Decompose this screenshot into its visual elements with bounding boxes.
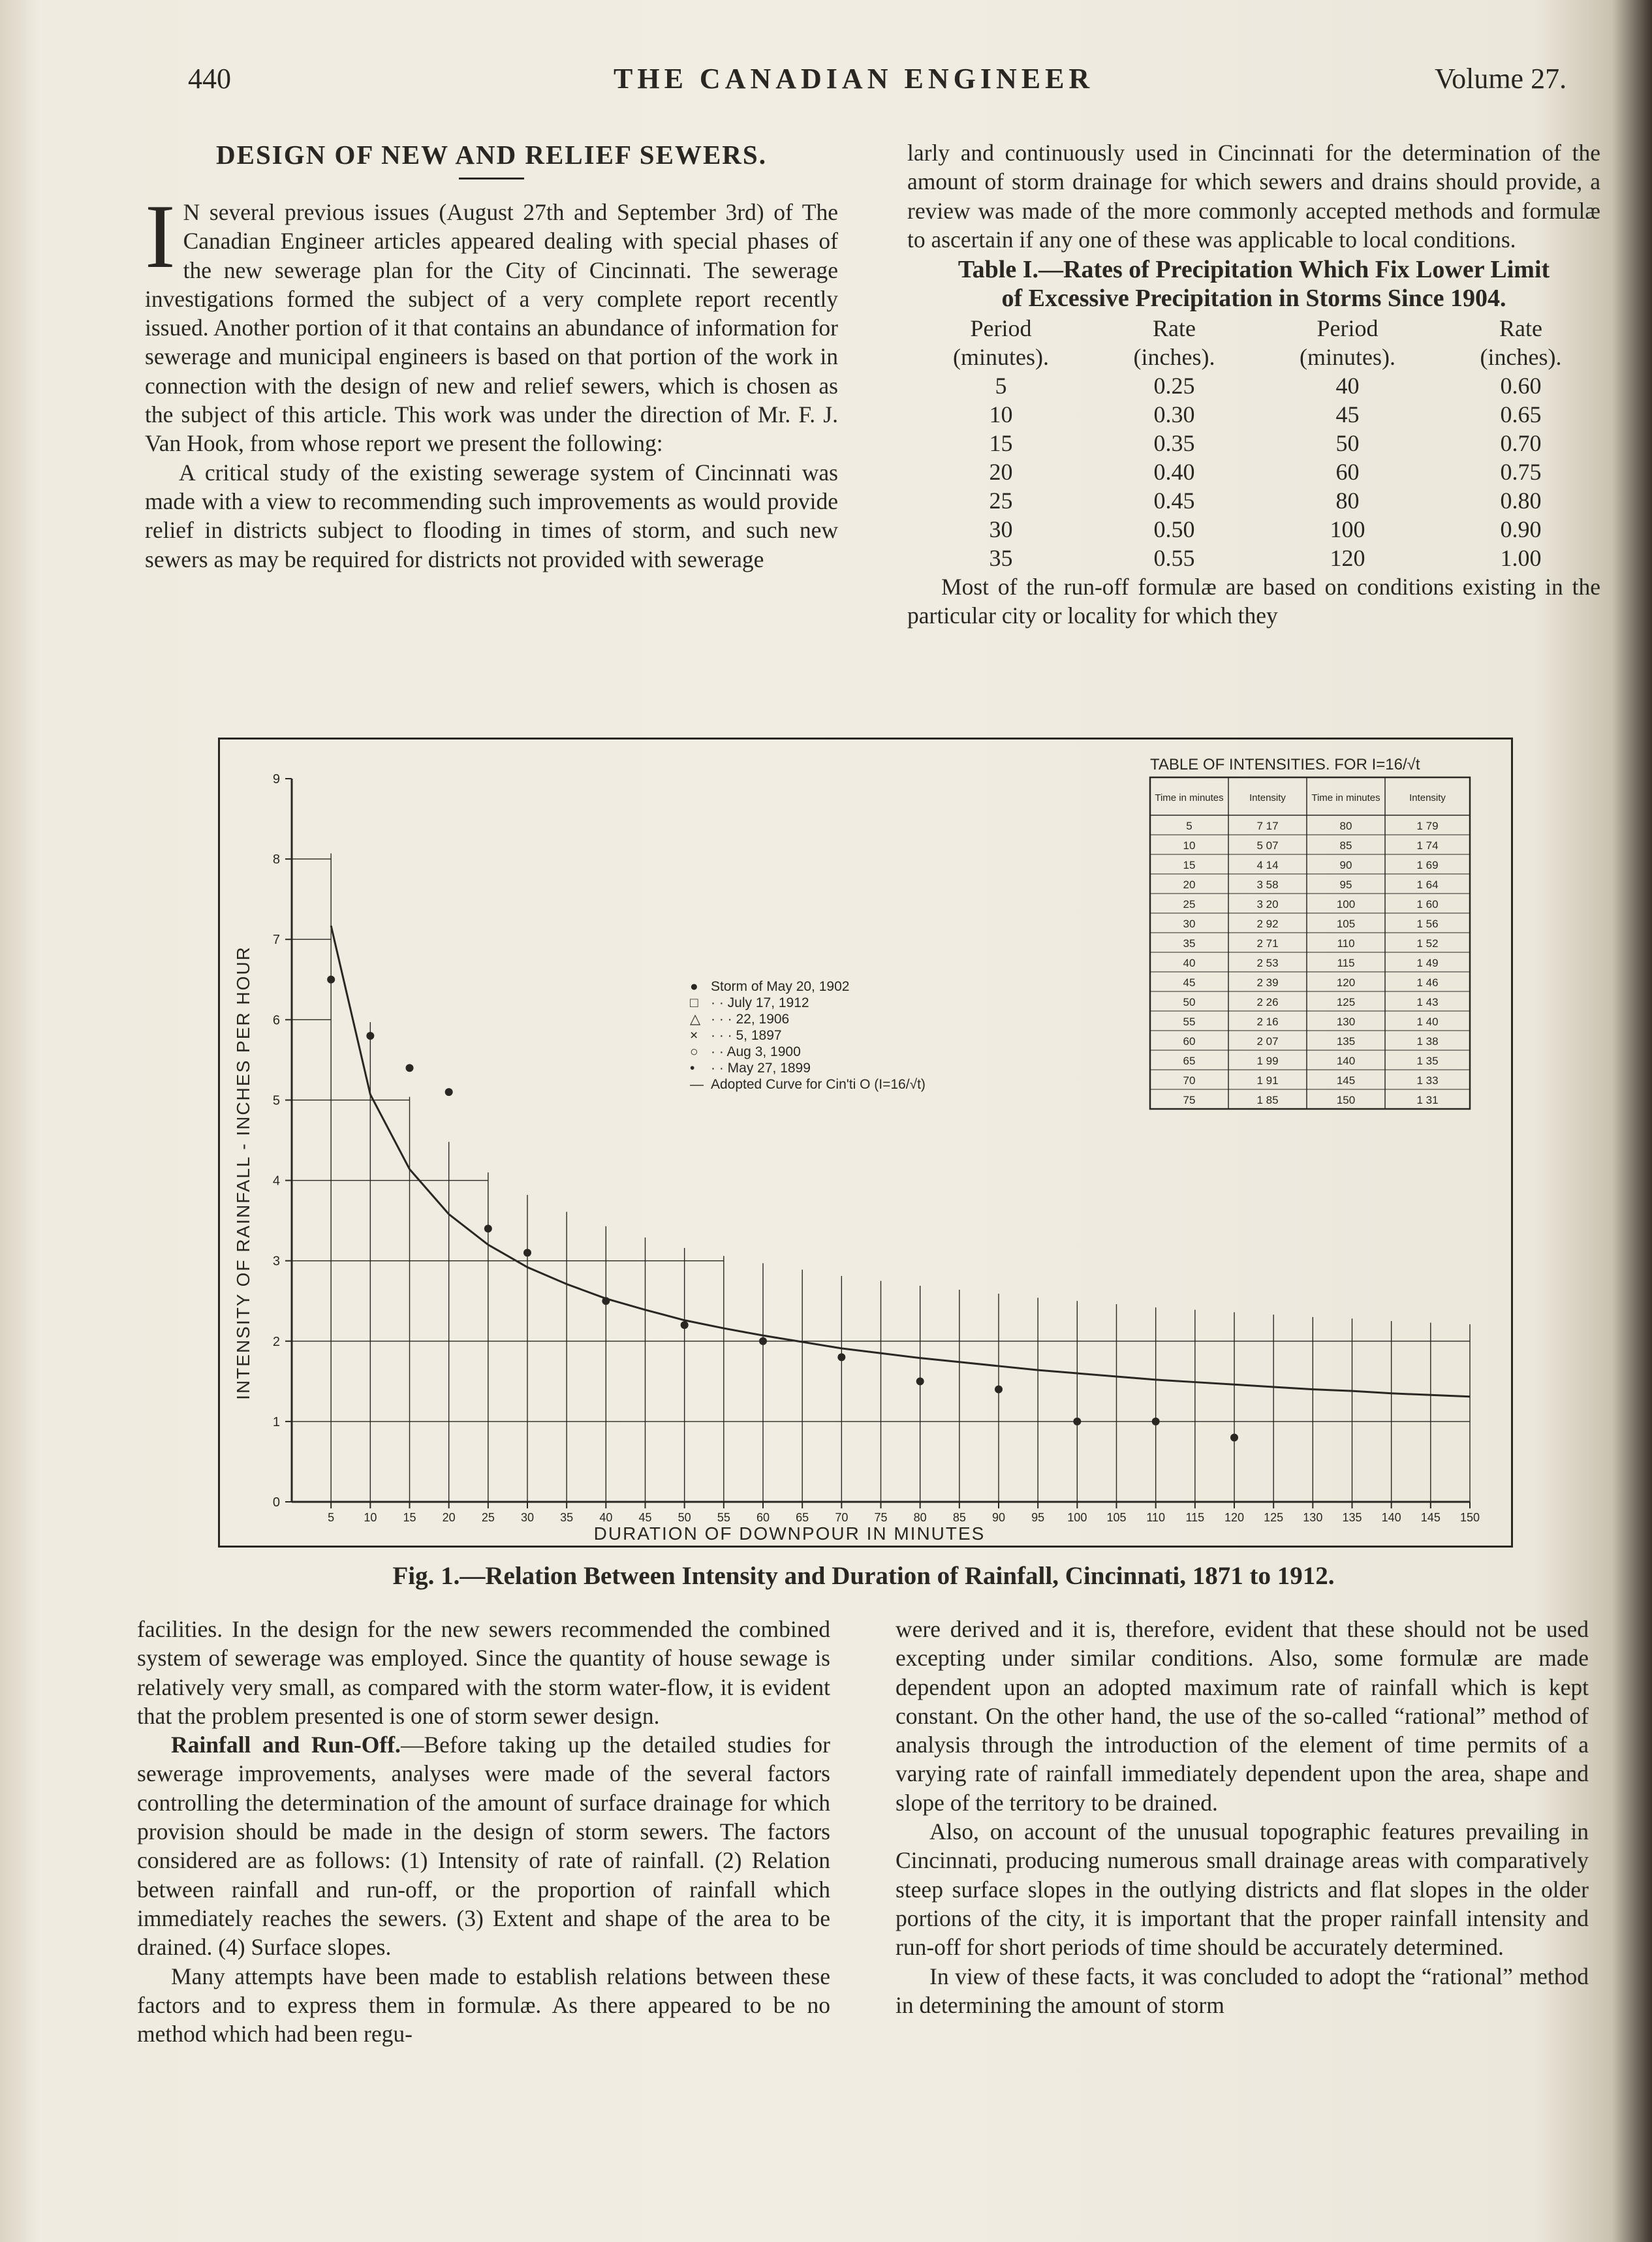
x-tick-label: 55 bbox=[717, 1511, 730, 1524]
intensity-table-cell: 2 26 bbox=[1256, 996, 1279, 1008]
intensity-table-cell: 125 bbox=[1336, 996, 1356, 1008]
intensity-table-cell: 100 bbox=[1336, 898, 1356, 911]
intensity-table-cell: 7 17 bbox=[1256, 820, 1279, 832]
table-title bbox=[907, 255, 1600, 313]
chart bbox=[220, 740, 1511, 1546]
intensity-table-cell: 70 bbox=[1183, 1074, 1196, 1087]
table-row bbox=[907, 515, 1600, 544]
table-row bbox=[907, 544, 1600, 572]
paragraph: larly and continuously used in Cincinnati for the determination of the amount of storm drainage for which sewers and drains should provide, a review was made of the more commonly accepted methods and formulæ to ascertain if any one of these was applicable to local conditions. bbox=[907, 140, 1600, 253]
table-cell: 35 bbox=[989, 545, 1013, 572]
intensity-table-cell: 95 bbox=[1339, 879, 1352, 891]
intensity-table-cell: 145 bbox=[1336, 1074, 1356, 1087]
intensity-table-cell: 1 74 bbox=[1416, 839, 1439, 852]
intensity-table-cell: 2 53 bbox=[1256, 957, 1279, 969]
storm-point bbox=[366, 1032, 374, 1040]
intensity-table-cell: 120 bbox=[1336, 976, 1356, 989]
x-tick-label: 105 bbox=[1106, 1511, 1127, 1524]
intensity-table-cell: 65 bbox=[1183, 1055, 1196, 1067]
table-row bbox=[907, 400, 1600, 429]
paragraph: facilities. In the design for the new sewers recommended the combined system of sewerage was employed. Since the quantity of house sewage is relatively very small, as compared with the storm water-flow, it is evident that the problem presented is one of storm sewer design. bbox=[137, 1616, 830, 1729]
x-tick-label: 20 bbox=[442, 1511, 456, 1524]
table-row bbox=[907, 429, 1600, 458]
intensity-table-cell: 1 43 bbox=[1416, 996, 1439, 1008]
intensity-table-cell: 3 58 bbox=[1256, 879, 1279, 891]
table-cell: 80 bbox=[1335, 488, 1360, 514]
storm-point bbox=[602, 1297, 610, 1305]
y-tick-label: 9 bbox=[272, 772, 280, 786]
x-tick-label: 80 bbox=[913, 1511, 927, 1524]
legend-entry: · · May 27, 1899 bbox=[711, 1061, 811, 1076]
intensity-table-cell: 45 bbox=[1183, 976, 1196, 989]
storm-point bbox=[1230, 1434, 1238, 1442]
x-tick-label: 85 bbox=[952, 1511, 966, 1524]
legend-symbol: • bbox=[690, 1061, 695, 1076]
intensity-table-cell: 1 60 bbox=[1416, 898, 1439, 911]
x-tick-label: 50 bbox=[678, 1511, 691, 1524]
legend-entry: Adopted Curve for Cin'ti O (I=16/√t) bbox=[711, 1077, 926, 1092]
table-cell: (inches). bbox=[1480, 344, 1562, 371]
intensity-table-cell: 1 35 bbox=[1416, 1055, 1439, 1067]
column-left-top bbox=[145, 138, 838, 574]
x-tick-label: 10 bbox=[364, 1511, 377, 1524]
table-cell: 100 bbox=[1330, 516, 1365, 543]
paragraph-intro bbox=[145, 186, 838, 458]
y-tick-label: 4 bbox=[272, 1174, 280, 1189]
legend-symbol: ○ bbox=[690, 1044, 698, 1059]
intensity-table-cell: 1 31 bbox=[1416, 1094, 1439, 1106]
intensity-table-cell: 80 bbox=[1339, 820, 1352, 832]
intensity-table-header: Time in minutes bbox=[1311, 792, 1380, 803]
table-cell: (inches). bbox=[1133, 344, 1215, 371]
intensity-table-cell: 140 bbox=[1336, 1055, 1356, 1067]
intensity-table-cell: 2 39 bbox=[1256, 976, 1279, 989]
table-cell: (minutes). bbox=[1299, 344, 1395, 371]
table-cell: 0.25 bbox=[1153, 373, 1195, 399]
table-cell: 20 bbox=[989, 459, 1013, 486]
table-cell: 0.40 bbox=[1153, 459, 1195, 486]
intensity-table-cell: 1 49 bbox=[1416, 957, 1439, 969]
x-tick-label: 30 bbox=[520, 1511, 535, 1524]
intensity-table-cell: 40 bbox=[1183, 957, 1196, 969]
table-row bbox=[907, 371, 1600, 400]
intensity-table-cell: 2 16 bbox=[1256, 1016, 1279, 1028]
storm-point bbox=[837, 1353, 845, 1361]
table-cell: 0.55 bbox=[1153, 545, 1195, 572]
intensity-table-cell: 1 33 bbox=[1416, 1074, 1439, 1087]
table-cell: 0.75 bbox=[1500, 459, 1542, 486]
intensity-table-cell: 1 69 bbox=[1416, 859, 1439, 871]
table-title-line: Table I.—Rates of Precipitation Which Fix Lower Limit bbox=[958, 256, 1550, 284]
legend-symbol: △ bbox=[690, 1012, 701, 1027]
table-row bbox=[907, 486, 1600, 515]
x-tick-label: 70 bbox=[835, 1511, 849, 1524]
intensity-table-cell: 60 bbox=[1183, 1035, 1196, 1048]
table-cell: 10 bbox=[989, 401, 1013, 428]
table-cell: 1.00 bbox=[1500, 545, 1542, 572]
x-tick-label: 125 bbox=[1264, 1511, 1284, 1524]
legend-entry: · · · 5, 1897 bbox=[711, 1028, 782, 1043]
x-tick-label: 130 bbox=[1303, 1511, 1323, 1524]
intensity-table-cell: 110 bbox=[1337, 937, 1355, 950]
x-tick-label: 145 bbox=[1420, 1511, 1441, 1524]
storm-point bbox=[681, 1321, 689, 1329]
x-tick-label: 100 bbox=[1067, 1511, 1087, 1524]
table-cell: 0.45 bbox=[1153, 488, 1195, 514]
x-tick-label: 25 bbox=[481, 1511, 495, 1524]
table-cell: 30 bbox=[989, 516, 1013, 543]
table-cell: 50 bbox=[1335, 430, 1360, 457]
table-cell: 0.65 bbox=[1500, 401, 1542, 428]
paragraph: Most of the run-off formulæ are based on conditions existing in the particular city or locality for which they bbox=[907, 574, 1600, 629]
journal-title: THE CANADIAN ENGINEER bbox=[614, 63, 1095, 95]
x-tick-label: 110 bbox=[1146, 1511, 1166, 1524]
x-tick-label: 90 bbox=[991, 1511, 1006, 1524]
intensity-table-cell: 15 bbox=[1183, 859, 1196, 871]
y-tick-label: 0 bbox=[272, 1495, 280, 1510]
intensity-table-cell: 55 bbox=[1183, 1016, 1196, 1028]
intensity-table-cell: 5 07 bbox=[1256, 839, 1279, 852]
intensity-table-cell: 1 64 bbox=[1416, 879, 1439, 891]
intensity-table-header: Intensity bbox=[1409, 792, 1446, 803]
intensity-table-cell: 105 bbox=[1336, 918, 1356, 930]
column-left-bottom bbox=[137, 1615, 830, 2048]
table-cell: 15 bbox=[989, 430, 1013, 457]
y-axis-label: INTENSITY OF RAINFALL - INCHES PER HOUR bbox=[233, 946, 253, 1400]
intensity-table-cell: 25 bbox=[1183, 898, 1196, 911]
table-cell: Period bbox=[1317, 315, 1379, 342]
x-tick-label: 15 bbox=[403, 1511, 416, 1524]
x-tick-label: 135 bbox=[1342, 1511, 1362, 1524]
x-tick-label: 115 bbox=[1185, 1511, 1205, 1524]
paragraph: Also, on account of the unusual topographic features prevailing in Cincinnati, producing numerous small drainage areas with comparatively steep surface slopes in the outlying districts and flat slopes in the older portions of the city, it is important that the proper rainfall intensity and run-off for short periods of time should be accurately determined. bbox=[896, 1818, 1589, 1961]
storm-point bbox=[327, 976, 335, 984]
intensity-table-cell: 1 52 bbox=[1416, 937, 1439, 950]
legend-symbol: ● bbox=[690, 979, 698, 994]
intensity-table-cell: 2 71 bbox=[1256, 937, 1279, 950]
adopted-curve-line bbox=[331, 926, 1470, 1396]
x-tick-label: 60 bbox=[756, 1511, 770, 1524]
x-tick-label: 95 bbox=[1031, 1511, 1045, 1524]
legend-symbol: × bbox=[690, 1028, 698, 1043]
table-cell: 0.70 bbox=[1500, 430, 1542, 457]
table-cell: 120 bbox=[1330, 545, 1365, 572]
x-tick-label: 140 bbox=[1381, 1511, 1401, 1524]
intensity-table-cell: 3 20 bbox=[1256, 898, 1279, 911]
x-tick-label: 65 bbox=[796, 1511, 809, 1524]
legend-symbol: □ bbox=[690, 995, 698, 1010]
table-units-row bbox=[907, 343, 1600, 371]
table-cell: Rate bbox=[1499, 315, 1542, 342]
legend-entry: Storm of May 20, 1902 bbox=[711, 979, 850, 994]
table-cell: 0.30 bbox=[1153, 401, 1195, 428]
table-cell: 60 bbox=[1335, 459, 1360, 486]
intensity-table-cell: 1 91 bbox=[1256, 1074, 1279, 1087]
intensity-table-cell: 150 bbox=[1336, 1094, 1356, 1106]
x-tick-label: 150 bbox=[1459, 1511, 1480, 1524]
table-cell: (minutes). bbox=[953, 344, 1049, 371]
column-right-top bbox=[907, 138, 1600, 631]
table-header-row bbox=[907, 314, 1600, 343]
intensity-table-cell: 1 79 bbox=[1416, 820, 1439, 832]
storm-point bbox=[916, 1377, 924, 1385]
paragraph: In view of these facts, it was concluded to adopt the “rational” method in determining the amount of storm bbox=[896, 1963, 1589, 2018]
storm-point bbox=[995, 1386, 1003, 1393]
table-cell: Period bbox=[970, 315, 1032, 342]
storm-point bbox=[484, 1224, 492, 1232]
intensity-table-cell: 1 99 bbox=[1256, 1055, 1279, 1067]
intensity-table-cell: 1 46 bbox=[1416, 976, 1439, 989]
y-tick-label: 7 bbox=[272, 933, 280, 948]
table-row bbox=[907, 458, 1600, 486]
paragraph: were derived and it is, therefore, evident that these should not be used excepting under similar conditions. Also, some formulæ are made dependent upon an adopted maximum rate of rainfall which is kept constant. On the other hand, the use of the so-called “rational” method of analysis through the introduction of the element of time permits of a varying rate of rainfall immediately dependent upon the area, shape and slope of the territory to be drained. bbox=[896, 1616, 1589, 1816]
table-cell: 0.90 bbox=[1500, 516, 1542, 543]
storm-point bbox=[523, 1249, 531, 1256]
table-cell: 5 bbox=[995, 373, 1007, 399]
paragraph-intro-text: N several previous issues (August 27th and September 3rd) of The Canadian Engineer articles appeared dealing with special phases of the new sewerage plan for the City of Cincinnati. The sewerage investigations formed the subject of a very complete report recently issued. Another portion of it that contains an abundance of information for sewerage and municipal engineers is based on that portion of the work in connection with the design of new and relief sewers, which is chosen as the subject of this article. This work was under the direction of Mr. F. J. Van Hook, from whose report we present the following: bbox=[145, 199, 838, 457]
x-axis-label: DURATION OF DOWNPOUR IN MINUTES bbox=[593, 1523, 986, 1544]
article-title: DESIGN OF NEW AND RELIEF SEWERS. bbox=[216, 140, 767, 170]
table-cell: 0.80 bbox=[1500, 488, 1542, 514]
storm-point bbox=[406, 1064, 414, 1072]
intensity-table-cell: 135 bbox=[1336, 1035, 1356, 1048]
page-number: 440 bbox=[188, 63, 231, 95]
section-heading: Rainfall and Run-Off. bbox=[171, 1732, 401, 1758]
intensity-table-cell: 115 bbox=[1337, 957, 1355, 969]
legend-entry: · · July 17, 1912 bbox=[711, 995, 809, 1010]
intensity-table-title: TABLE OF INTENSITIES. FOR I=16/√t bbox=[1150, 756, 1420, 773]
intensity-table-cell: 4 14 bbox=[1256, 859, 1279, 871]
table-title-line: of Excessive Precipitation in Storms Since 1904. bbox=[1001, 285, 1506, 313]
intensity-table-cell: 1 85 bbox=[1256, 1094, 1279, 1106]
intensity-table-cell: 130 bbox=[1336, 1016, 1356, 1028]
intensity-table-cell: 2 07 bbox=[1256, 1035, 1279, 1048]
x-tick-label: 45 bbox=[638, 1511, 652, 1524]
paragraph bbox=[137, 1730, 830, 1961]
x-tick-label: 35 bbox=[560, 1511, 574, 1524]
column-right-bottom bbox=[896, 1615, 1589, 2019]
storm-point bbox=[1073, 1418, 1081, 1425]
intensity-table-cell: 10 bbox=[1183, 839, 1196, 852]
y-tick-label: 1 bbox=[272, 1414, 280, 1429]
storm-point bbox=[1152, 1418, 1160, 1425]
intensity-table-cell: 20 bbox=[1183, 879, 1196, 891]
table-cell: 0.60 bbox=[1500, 373, 1542, 399]
x-tick-label: 75 bbox=[874, 1511, 888, 1524]
table-cell: Rate bbox=[1153, 315, 1196, 342]
table-cell: 40 bbox=[1335, 373, 1360, 399]
storm-point bbox=[759, 1337, 767, 1345]
title-rule bbox=[459, 178, 524, 179]
table-cell: 45 bbox=[1335, 401, 1360, 428]
table-cell: 0.35 bbox=[1153, 430, 1195, 457]
x-tick-label: 120 bbox=[1224, 1511, 1245, 1524]
legend-entry: · · Aug 3, 1900 bbox=[711, 1044, 801, 1059]
y-tick-label: 2 bbox=[272, 1334, 280, 1349]
rates-table bbox=[907, 314, 1600, 572]
intensity-table-cell: 2 92 bbox=[1256, 918, 1279, 930]
x-tick-label: 40 bbox=[599, 1511, 613, 1524]
intensity-table-cell: 35 bbox=[1183, 937, 1196, 950]
intensity-table-cell: 85 bbox=[1339, 839, 1352, 852]
y-tick-label: 3 bbox=[272, 1254, 280, 1269]
y-tick-label: 6 bbox=[272, 1013, 280, 1028]
intensity-table-cell: 75 bbox=[1183, 1094, 1196, 1106]
intensity-table-cell: 30 bbox=[1183, 918, 1196, 930]
y-tick-label: 5 bbox=[272, 1093, 280, 1108]
paragraph: A critical study of the existing sewerage system of Cincinnati was made with a view to recommending such improvements as would provide relief in districts subject to flooding in times of storm, and such new sewers as may be required for districts not provided with sewerage bbox=[145, 459, 838, 572]
intensity-table-cell: 1 38 bbox=[1416, 1035, 1439, 1048]
table-cell: 25 bbox=[989, 488, 1013, 514]
x-tick-label: 5 bbox=[328, 1511, 335, 1524]
drop-cap: I bbox=[145, 186, 176, 287]
table-cell: 0.50 bbox=[1153, 516, 1195, 543]
figure-caption: Fig. 1.—Relation Between Intensity and Duration of Rainfall, Cincinnati, 1871 to 1912. bbox=[392, 1562, 1335, 1590]
paragraph: Many attempts have been made to establish relations between these factors and to express them in formulæ. As there appeared to be no method which had been regu- bbox=[137, 1963, 830, 2047]
intensity-table-cell: 1 56 bbox=[1416, 918, 1439, 930]
legend-entry: · · · 22, 1906 bbox=[711, 1012, 790, 1027]
intensity-table-cell: 50 bbox=[1183, 996, 1196, 1008]
legend-symbol: — bbox=[690, 1077, 704, 1092]
storm-point bbox=[445, 1088, 453, 1096]
intensity-table-cell: 1 40 bbox=[1416, 1016, 1439, 1028]
figure bbox=[218, 738, 1513, 1548]
volume-label: Volume 27. bbox=[1435, 63, 1567, 95]
paragraph-text: —Before taking up the detailed studies for sewerage improvements, analyses were made of the several factors controlling the determination of the amount of surface drainage for which provision should be made in the design of storm sewers. The factors considered are as follows: (1) Intensity of rate of rainfall. (2) Relation between rainfall and run-off, or the proportion of rainfall which immediately reaches the sewers. (3) Extent and shape of the area to be drained. (4) Surface slopes. bbox=[137, 1732, 830, 1961]
intensity-table-cell: 90 bbox=[1339, 859, 1352, 871]
intensity-table-header: Intensity bbox=[1249, 792, 1286, 803]
intensity-table-cell: 5 bbox=[1186, 820, 1192, 832]
y-tick-label: 8 bbox=[272, 852, 280, 867]
intensity-table-header: Time in minutes bbox=[1155, 792, 1224, 803]
